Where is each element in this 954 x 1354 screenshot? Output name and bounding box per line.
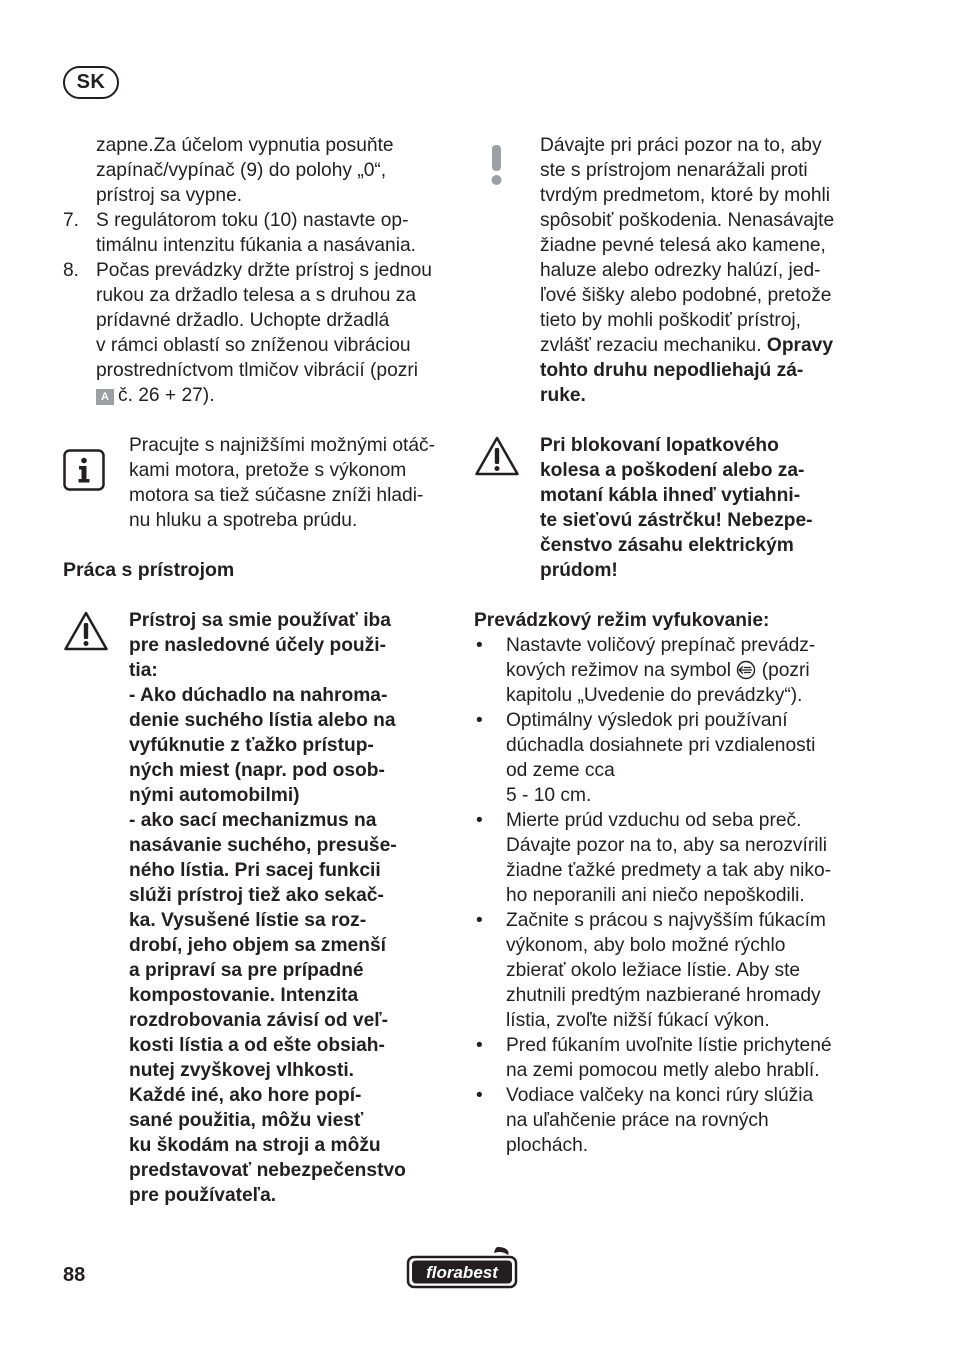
text-line: a pripraví sa pre prípadné	[129, 960, 364, 981]
step-continuation	[63, 133, 463, 208]
warning-icon	[474, 435, 520, 484]
electric-warning	[474, 433, 874, 583]
caution-icon	[474, 139, 518, 196]
text-line: tohto druhu nepodliehajú zá-	[540, 360, 804, 381]
text-line: ste s prístrojom nenarážali proti	[540, 160, 808, 181]
caution-notice	[474, 133, 874, 408]
text-line: lístia, zvoľte nižší fúkací výkon.	[506, 1010, 770, 1031]
step-number: 7.	[63, 210, 80, 231]
text-line: vyfúknutie z ťažko prístup-	[129, 735, 374, 756]
text-line: ných miest (napr. pod osob-	[129, 760, 385, 781]
text-line: zhutnili predtým nazbierané hromady	[506, 985, 821, 1006]
text-line	[540, 333, 874, 358]
text-line: ného lístia. Pri sacej funkcii	[129, 860, 381, 881]
text-line: plochách.	[506, 1135, 589, 1156]
text-line: timálnu intenzitu fúkania a nasávania.	[96, 235, 416, 256]
text-line: pre nasledovné účely použi-	[129, 635, 386, 656]
list-item	[474, 908, 874, 1033]
text-line: žiadne pevné telesá ako kamene,	[540, 235, 826, 256]
text-line	[96, 383, 463, 408]
text-line: • Pred fúkaním uvoľnite lístie prichytené	[506, 1035, 832, 1056]
text-line: prúdom!	[540, 560, 618, 581]
text-line: • Začnite s prácou s najvyšším fúkacím	[506, 910, 826, 931]
text-line: na uľahčenie práce na rovných	[506, 1110, 769, 1131]
text-line: pre používateľa.	[129, 1185, 277, 1206]
text-line: prídavné držadlo. Uchopte držadlá	[96, 310, 390, 331]
usage-warning	[63, 608, 463, 1208]
step-item-7	[63, 208, 463, 258]
brand-text: florabest	[426, 1263, 498, 1282]
section-title: Práca s prístrojom	[63, 559, 235, 581]
text-line: zbierať okolo ležiace lístie. Aby ste	[506, 960, 801, 981]
text-line: kolesa a poškodení alebo za-	[540, 460, 805, 481]
list-item	[474, 808, 874, 908]
text-line: 5 - 10 cm.	[506, 785, 592, 806]
text-line: prístroj sa vypne.	[96, 185, 243, 206]
text-line: ku škodám na stroji a môžu	[129, 1135, 381, 1156]
text-line: zapne.Za účelom vypnutia posuňte	[96, 135, 394, 156]
text-line: Pri blokovaní lopatkového	[540, 435, 779, 456]
text-line: sané použitia, môžu viesť	[129, 1110, 364, 1131]
text-line: tia:	[129, 660, 158, 681]
blow-mode-icon	[736, 660, 756, 680]
text-line: motaní kábla ihneď vytiahni-	[540, 485, 801, 506]
text-line: ho neporanili ani niečo nepoškodili.	[506, 885, 805, 906]
text-line: ruke.	[540, 385, 586, 406]
text-line: - ako sací mechanizmus na	[129, 810, 377, 831]
text-line: Dávajte pri práci pozor na to, aby	[540, 135, 822, 156]
text-line: žiadne ťažké predmety a tak aby niko-	[506, 860, 832, 881]
language-badge	[63, 66, 119, 99]
text-line: výkonom, aby bolo možné rýchlo	[506, 935, 786, 956]
text-line: v rámci oblastí so zníženou vibráciou	[96, 335, 411, 356]
text-line: nými automobilmi)	[129, 785, 300, 806]
text-line: denie suchého lístia alebo na	[129, 710, 396, 731]
info-icon	[63, 449, 105, 498]
text-line: slúži prístroj tiež ako sekač-	[129, 885, 384, 906]
language-code: SK	[76, 71, 106, 93]
text-line: haluze alebo odrezky halúzí, jed-	[540, 260, 821, 281]
text-fragment: zvlášť rezaciu mechaniku.	[540, 335, 762, 356]
list-item	[474, 1033, 874, 1083]
text-line: čenstvo zásahu elektrickým	[540, 535, 794, 556]
text-line: dúchadla dosiahnete pri vzdialenosti	[506, 735, 816, 756]
warning-icon	[63, 610, 109, 659]
mode-title: Prevádzkový režim vyfukovanie:	[474, 610, 770, 631]
text-line: tvrdým predmetom, ktoré by mohli	[540, 185, 831, 206]
text-line: S regulátorom toku (10) nastavte op-	[96, 210, 409, 231]
text-line: - Ako dúchadlo na nahroma-	[129, 685, 388, 706]
text-fragment: č. 26 + 27).	[118, 385, 215, 406]
text-line: kosti lístia a od ešte obsiah-	[129, 1035, 385, 1056]
step-number: 8.	[63, 260, 80, 281]
text-line: kami motora, pretože s výkonom	[129, 460, 407, 481]
text-line: Dávajte pozor na to, aby sa nerozvírili	[506, 835, 828, 856]
text-line: motora sa tiež súčasne zníži hladi-	[129, 485, 424, 506]
text-line: tieto by mohli poškodiť prístroj,	[540, 310, 802, 331]
florabest-logo	[406, 1245, 518, 1289]
text-line: kompostovanie. Intenzita	[129, 985, 359, 1006]
info-notice	[63, 433, 463, 533]
text-line	[506, 658, 874, 683]
text-line: te sieťovú zástrčku! Nebezpe-	[540, 510, 813, 531]
text-fragment: kových režimov na symbol	[506, 660, 731, 681]
text-line: rozdrobovania závisí od veľ-	[129, 1010, 389, 1031]
text-line: na zemi pomocou metly alebo hrablí.	[506, 1060, 820, 1081]
left-column	[63, 133, 463, 1208]
blowing-mode-list	[474, 633, 874, 1158]
text-line: spôsobiť poškodenia. Nenasávajte	[540, 210, 835, 231]
text-line: • Vodiace valčeky na konci rúry slúžia	[506, 1085, 814, 1106]
right-column	[474, 133, 874, 1158]
text-line: • Nastavte voličový prepínač prevádz-	[506, 635, 816, 656]
text-line: rukou za držadlo telesa a s druhou za	[96, 285, 416, 306]
text-line: ľové šišky alebo podobné, pretože	[540, 285, 832, 306]
list-item	[474, 633, 874, 708]
figure-a-tag: A	[96, 389, 114, 405]
text-line: • Optimálny výsledok pri používaní	[506, 710, 788, 731]
text-fragment: (pozri	[761, 660, 810, 681]
text-line: Každé iné, ako hore popí-	[129, 1085, 362, 1106]
text-line: od zeme cca	[506, 760, 615, 781]
list-item	[474, 1083, 874, 1158]
text-line: nasávanie suchého, presuše-	[129, 835, 397, 856]
text-line: zapínač/vypínač (9) do polohy „0“,	[96, 160, 387, 181]
text-fragment: Opravy	[766, 335, 834, 356]
step-item-8	[63, 258, 463, 408]
page-number: 88	[63, 1264, 86, 1286]
steps-list	[63, 208, 463, 408]
text-line: nu hluku a spotreba prúdu.	[129, 510, 358, 531]
text-line: Počas prevádzky držte prístroj s jednou	[96, 260, 432, 281]
text-line: kapitolu „Uvedenie do prevádzky“).	[506, 685, 803, 706]
text-line: predstavovať nebezpečenstvo	[129, 1160, 406, 1181]
text-line: nutej zvyškovej vlhkosti.	[129, 1060, 355, 1081]
text-line: prostredníctvom tlmičov vibrácií (pozri	[96, 360, 419, 381]
list-item	[474, 708, 874, 808]
text-line: Pracujte s najnižšími možnými otáč-	[129, 435, 436, 456]
text-line: drobí, jeho objem sa zmenší	[129, 935, 386, 956]
text-line: Prístroj sa smie používať iba	[129, 610, 391, 631]
text-line: • Mierte prúd vzduchu od seba preč.	[506, 810, 802, 831]
text-line: ka. Vysušené lístie sa roz-	[129, 910, 367, 931]
